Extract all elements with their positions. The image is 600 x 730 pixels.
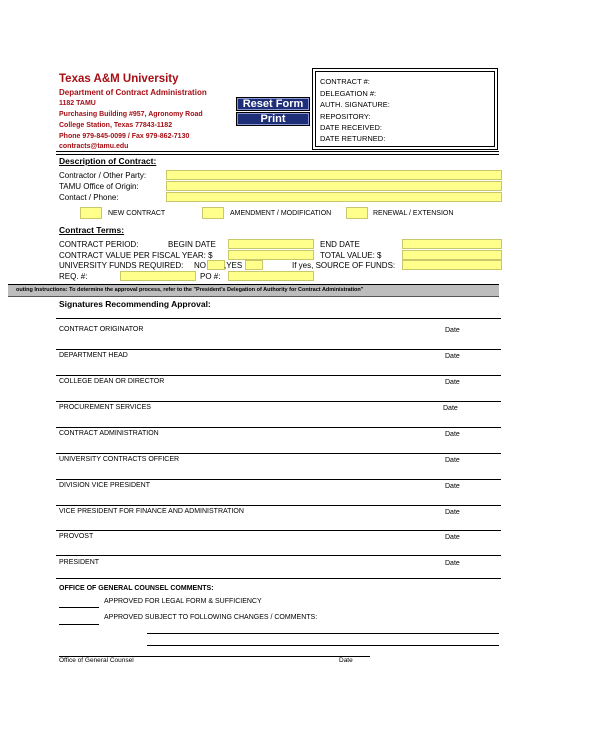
department-name: Department of Contract Administration bbox=[59, 88, 207, 97]
address-line-4: Phone 979-845-0099 / Fax 979-862-7130 bbox=[59, 133, 190, 140]
address-line-1: 1182 TAMU bbox=[59, 100, 96, 107]
counsel-comment-line[interactable] bbox=[147, 633, 499, 634]
sig-row-label: UNIVERSITY CONTRACTS OFFICER bbox=[59, 456, 180, 463]
signatures-title: Signatures Recommending Approval: bbox=[59, 299, 211, 309]
sig-row-date: Date bbox=[445, 457, 460, 464]
counsel-approved-label: APPROVED FOR LEGAL FORM & SUFFICIENCY bbox=[104, 598, 262, 605]
counsel-date-label: Date bbox=[339, 657, 353, 664]
sig-row-label: PROVOST bbox=[59, 533, 94, 540]
header-rule-top bbox=[56, 151, 499, 152]
contact-phone-label: Contact / Phone: bbox=[59, 193, 119, 202]
sig-row-label: CONTRACT ADMINISTRATION bbox=[59, 430, 159, 437]
value-fy-label: CONTRACT VALUE PER FISCAL YEAR: $ bbox=[59, 251, 213, 260]
contractor-label: Contractor / Other Party: bbox=[59, 171, 147, 180]
sig-row-date: Date bbox=[445, 327, 460, 334]
sig-row-label: PROCUREMENT SERVICES bbox=[59, 404, 151, 411]
yes-label: ,YES bbox=[224, 261, 243, 270]
contract-period-label: CONTRACT PERIOD: bbox=[59, 240, 139, 249]
sig-row-date: Date bbox=[443, 405, 458, 412]
sig-row-date: Date bbox=[445, 353, 460, 360]
amendment-label: AMENDMENT / MODIFICATION bbox=[230, 210, 332, 217]
no-label: NO bbox=[194, 261, 206, 270]
admin-auth-signature-label: AUTH. SIGNATURE: bbox=[320, 100, 390, 109]
counsel-approved-subject-label: APPROVED SUBJECT TO FOLLOWING CHANGES / COMMENTS: bbox=[104, 614, 318, 621]
sig-row-line[interactable] bbox=[56, 349, 501, 350]
university-name: Texas A&M University bbox=[59, 73, 179, 85]
sig-row-date: Date bbox=[445, 509, 460, 516]
contact-phone-field[interactable] bbox=[166, 192, 502, 202]
counsel-approved-blank[interactable] bbox=[59, 607, 99, 608]
admin-date-received-label: DATE RECEIVED: bbox=[320, 123, 382, 132]
address-line-5: contracts@tamu.edu bbox=[59, 143, 129, 150]
counsel-comment-line[interactable] bbox=[147, 645, 499, 646]
sig-row-line[interactable] bbox=[56, 479, 501, 480]
begin-date-label: BEGIN DATE bbox=[168, 240, 216, 249]
sig-row-label: DIVISION VICE PRESIDENT bbox=[59, 482, 151, 489]
sig-row-label: PRESIDENT bbox=[59, 559, 100, 566]
counsel-approved-subject-blank[interactable] bbox=[59, 624, 99, 625]
office-origin-field[interactable] bbox=[166, 181, 502, 191]
total-value-label: TOTAL VALUE: $ bbox=[320, 251, 382, 260]
sig-row-line[interactable] bbox=[56, 401, 501, 402]
sig-row-line[interactable] bbox=[56, 578, 501, 579]
signatures-title-rule bbox=[56, 318, 501, 319]
sig-row-line[interactable] bbox=[56, 453, 501, 454]
end-date-field[interactable] bbox=[402, 239, 502, 249]
po-label: PO #: bbox=[200, 272, 221, 281]
reset-form-button[interactable]: Reset Form bbox=[236, 97, 310, 111]
sig-row-line[interactable] bbox=[56, 427, 501, 428]
routing-instructions: outing Instructions: To determine the approval process, refer to the "President's Delegation of Authority for Contract Administration" bbox=[16, 287, 364, 293]
address-line-2: Purchasing Building #957, Agronomy Road bbox=[59, 111, 203, 118]
renewal-checkbox[interactable] bbox=[346, 207, 368, 219]
begin-date-field[interactable] bbox=[228, 239, 314, 249]
admin-date-returned-label: DATE RETURNED: bbox=[320, 134, 386, 143]
address-line-3: College Station, Texas 77843-1182 bbox=[59, 122, 173, 129]
sig-row-label: COLLEGE DEAN OR DIRECTOR bbox=[59, 378, 165, 385]
sig-row-line[interactable] bbox=[56, 530, 501, 531]
new-contract-checkbox[interactable] bbox=[80, 207, 102, 219]
sig-row-date: Date bbox=[445, 431, 460, 438]
admin-delegation-label: DELEGATION #: bbox=[320, 89, 377, 98]
renewal-label: RENEWAL / EXTENSION bbox=[373, 210, 454, 217]
no-checkbox[interactable] bbox=[207, 260, 225, 270]
yes-checkbox[interactable] bbox=[245, 260, 263, 270]
value-fy-field[interactable] bbox=[228, 250, 314, 260]
print-button[interactable]: Print bbox=[236, 112, 310, 126]
req-field[interactable] bbox=[120, 271, 196, 281]
counsel-title: OFFICE OF GENERAL COUNSEL COMMENTS: bbox=[59, 585, 214, 592]
amendment-checkbox[interactable] bbox=[202, 207, 224, 219]
sig-row-label: VICE PRESIDENT FOR FINANCE AND ADMINISTRATION bbox=[59, 508, 244, 515]
univ-funds-label: UNIVERSITY FUNDS REQUIRED: bbox=[59, 261, 184, 270]
end-date-label: END DATE bbox=[320, 240, 360, 249]
sig-row-date: Date bbox=[445, 379, 460, 386]
req-label: REQ. #: bbox=[59, 272, 88, 281]
description-title: Description of Contract: bbox=[59, 156, 157, 166]
sig-row-date: Date bbox=[445, 483, 460, 490]
sig-row-line[interactable] bbox=[56, 555, 501, 556]
total-value-field[interactable] bbox=[402, 250, 502, 260]
source-funds-field[interactable] bbox=[402, 260, 502, 270]
header-rule-bottom bbox=[56, 154, 499, 155]
sig-row-label: DEPARTMENT HEAD bbox=[59, 352, 128, 359]
contractor-field[interactable] bbox=[166, 170, 502, 180]
po-field[interactable] bbox=[228, 271, 314, 281]
new-contract-label: NEW CONTRACT bbox=[108, 210, 166, 217]
admin-repository-label: REPOSITORY: bbox=[320, 112, 371, 121]
admin-contract-label: CONTRACT #: bbox=[320, 77, 370, 86]
sig-row-line[interactable] bbox=[56, 375, 501, 376]
sig-row-date: Date bbox=[445, 534, 460, 541]
sig-row-date: Date bbox=[445, 560, 460, 567]
terms-title: Contract Terms: bbox=[59, 225, 125, 235]
office-origin-label: TAMU Office of Origin: bbox=[59, 182, 139, 191]
sig-row-line[interactable] bbox=[56, 505, 501, 506]
if-yes-source-label: If yes, SOURCE OF FUNDS: bbox=[292, 261, 396, 270]
counsel-office-label: Office of General Counsel bbox=[59, 657, 134, 664]
sig-row-label: CONTRACT ORIGINATOR bbox=[59, 326, 144, 333]
